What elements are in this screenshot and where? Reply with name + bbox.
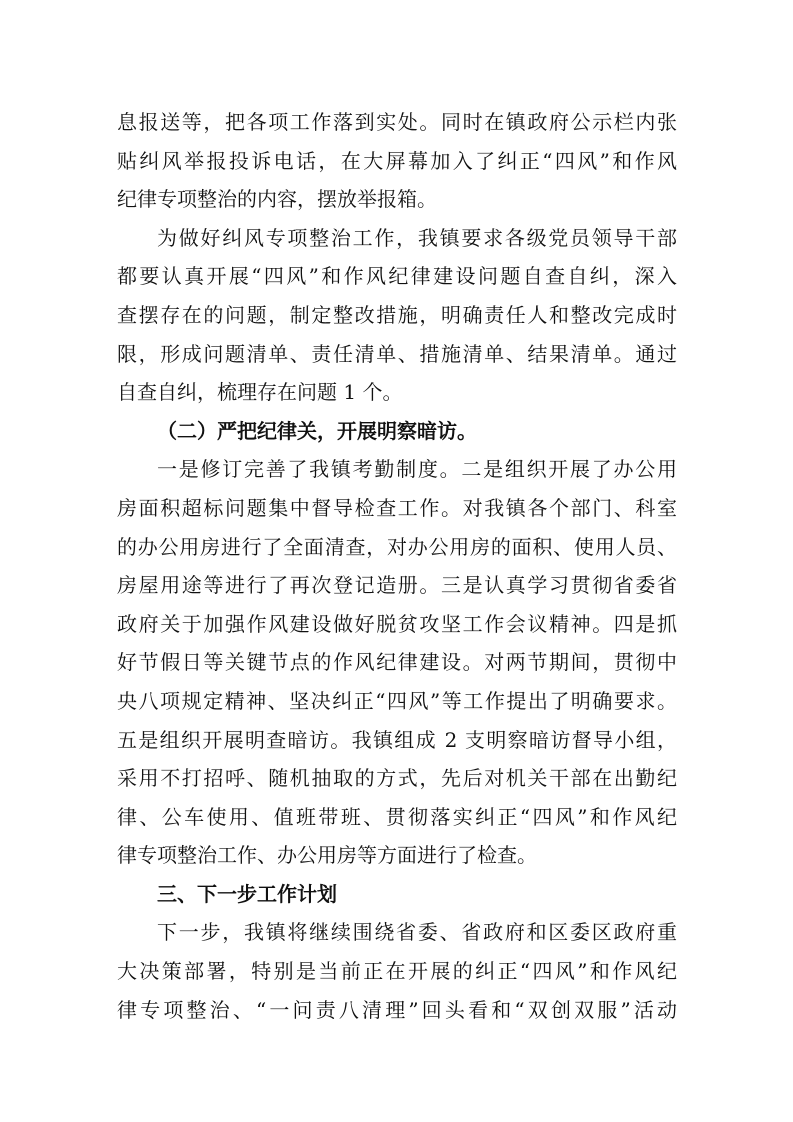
text-line: 都要认真开展“四风”和作风纪律建设问题自查自纠，深入 [117,264,677,289]
text-line: 律专项整治工作、办公用房等方面进行了检查。 [117,843,537,868]
text-line: 自查自纠，梳理存在问题 1 个。 [117,380,403,405]
document-body [117,103,677,1029]
text-line: 政府关于加强作风建设做好脱贫攻坚工作会议精神。四是抓 [117,611,677,636]
text-line: 一是修订完善了我镇考勤制度。二是组织开展了办公用 [157,457,677,482]
text-line: 纪律专项整治的内容，摆放举报箱。 [117,187,437,212]
text-line: 息报送等，把各项工作落到实处。同时在镇政府公示栏内张 [117,110,677,134]
text-line: 查摆存在的问题，制定整改措施，明确责任人和整改完成时 [117,302,677,327]
text-line: 律专项整治、“一问责八清理”回头看和“双创双服”活动 [117,997,677,1022]
text-line: 大决策部署，特别是当前正在开展的纠正“四风”和作风纪 [117,959,677,984]
text-line: 采用不打招呼、随机抽取的方式，先后对机关干部在出勤纪 [117,766,677,791]
text-line: 下一步，我镇将继续围绕省委、省政府和区委区政府重 [157,920,677,945]
text-line: 房面积超标问题集中督导检查工作。对我镇各个部门、科室 [117,495,677,520]
text-line: 贴纠风举报投诉电话，在大屏幕加入了纠正“四风”和作风 [117,148,677,173]
text-line: 限，形成问题清单、责任清单、措施清单、结果清单。通过 [117,341,677,366]
section-heading: （二）严把纪律关，开展明察暗访。 [157,418,477,443]
text-line: 五是组织开展明查暗访。我镇组成 2 支明察暗访督导小组， [117,727,677,752]
text-line: 好节假日等关键节点的作风纪律建设。对两节期间，贯彻中 [117,650,677,675]
text-line: 律、公车使用、值班带班、贯彻落实纠正“四风”和作风纪 [117,804,677,829]
text-line: 为做好纠风专项整治工作，我镇要求各级党员领导干部 [157,225,677,250]
section-heading: 三、下一步工作计划 [157,881,337,906]
text-line: 房屋用途等进行了再次登记造册。三是认真学习贯彻省委省 [117,573,677,598]
text-line: 央八项规定精神、坚决纠正“四风”等工作提出了明确要求。 [117,688,677,713]
text-line: 的办公用房进行了全面清查，对办公用房的面积、使用人员、 [117,534,677,559]
